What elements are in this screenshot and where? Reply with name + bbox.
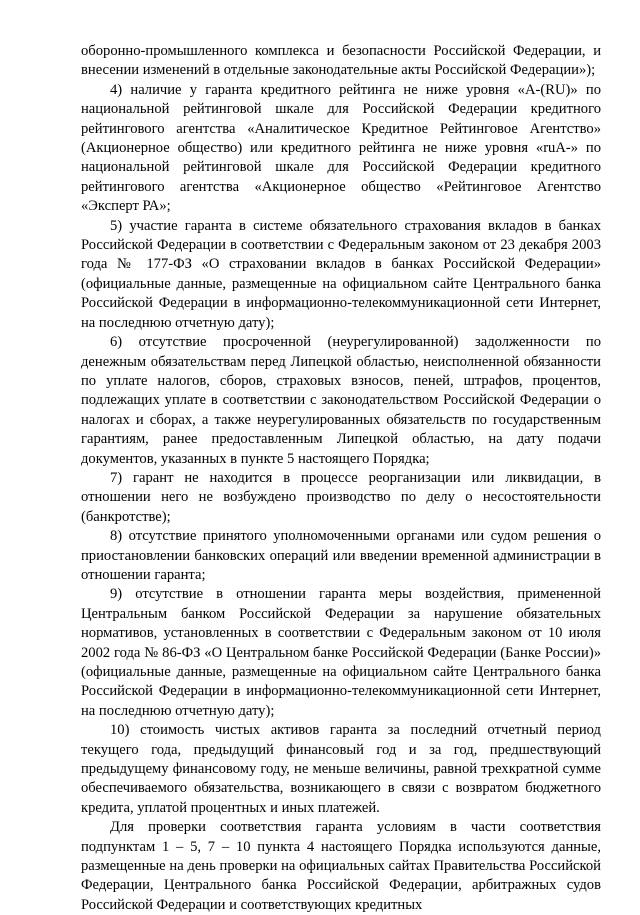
paragraph-item-7: 7) гарант не находится в процессе реорганизации или ликвидации, в отношении него не возбуждено производство по делу о несостоятельности (банкротстве); bbox=[81, 469, 601, 525]
paragraph-item-9: 9) отсутствие в отношении гаранта меры воздействия, примененной Центральным банком Российской Федерации за нарушение обязательных нормативов, установленных в соответствии с Федеральным законом от 10 июля 2002 года № 86-ФЗ «О Центральном банке Российской Федерации (Банке России)» (официальные данные, размещенные на официальном сайте Центрального банка Российской Федерации в информационно-телекоммуникационной сети Интернет, на последнюю отчетную дату); bbox=[81, 586, 601, 719]
paragraph-continuation: оборонно-промышленного комплекса и безопасности Российской Федерации, и внесении изменений в отдельные законодательные акты Российской Федерации»); bbox=[81, 43, 601, 79]
document-body bbox=[81, 42, 601, 915]
paragraph-item-10: 10) стоимость чистых активов гаранта за последний отчетный период текущего года, предыдущий финансовый год и за год, предшествующий предыдущему финансовому году, не меньше величины, равной трехкратной сумме обеспечиваемого обязательства, возникающего в связи с возвратом бюджетного кредита, уплатой процентных и иных платежей. bbox=[81, 722, 601, 816]
paragraph-verification: Для проверки соответствия гаранта условиям в части соответствия подпунктам 1 – 5, 7 – 10 пункта 4 настоящего Порядка используются данные, размещенные на день проверки на официальных сайтах Правительства Российской Федерации, Центрального банка Российской Федерации, арбитражных судов Российской Федерации и соответствующих кредитных bbox=[81, 819, 601, 913]
paragraph-item-4: 4) наличие у гаранта кредитного рейтинга не ниже уровня «A-(RU)» по национальной рейтинговой шкале для Российской Федерации кредитного рейтингового агентства «Аналитическое Кредитное Рейтинговое Агентство» (Акционерное общество) или кредитного рейтинга не ниже уровня «ruA-» по национальной рейтинговой шкале для Российской Федерации кредитного рейтингового агентства «Акционерное общество «Рейтинговое Агентство «Эксперт РА»; bbox=[81, 81, 601, 215]
paragraph-item-6: 6) отсутствие просроченной (неурегулированной) задолженности по денежным обязательствам перед Липецкой областью, неисполненной обязанности по уплате налогов, сборов, страховых взносов, пеней, штрафов, процентов, подлежащих уплате в соответствии с законодательством Российской Федерации о налогах и сборах, а также неурегулированных обязательств по государственным гарантиям, ранее предоставленным Липецкой областью, на дату подачи документов, указанных в пункте 5 настоящего Порядка; bbox=[81, 334, 601, 467]
paragraph-item-5: 5) участие гаранта в системе обязательного страхования вкладов в банках Российской Федерации в соответствии с Федеральным законом от 23 декабря 2003 года № 177-ФЗ «О страховании вкладов в банках Российской Федерации» (официальные данные, размещенные на официальном сайте Центрального банка Российской Федерации в информационно-телекоммуникационной сети Интернет, на последнюю отчетную дату); bbox=[81, 217, 601, 331]
paragraph-item-8: 8) отсутствие принятого уполномоченными органами или судом решения о приостановлении банковских операций или введении временной администрации в отношении гаранта; bbox=[81, 528, 601, 583]
